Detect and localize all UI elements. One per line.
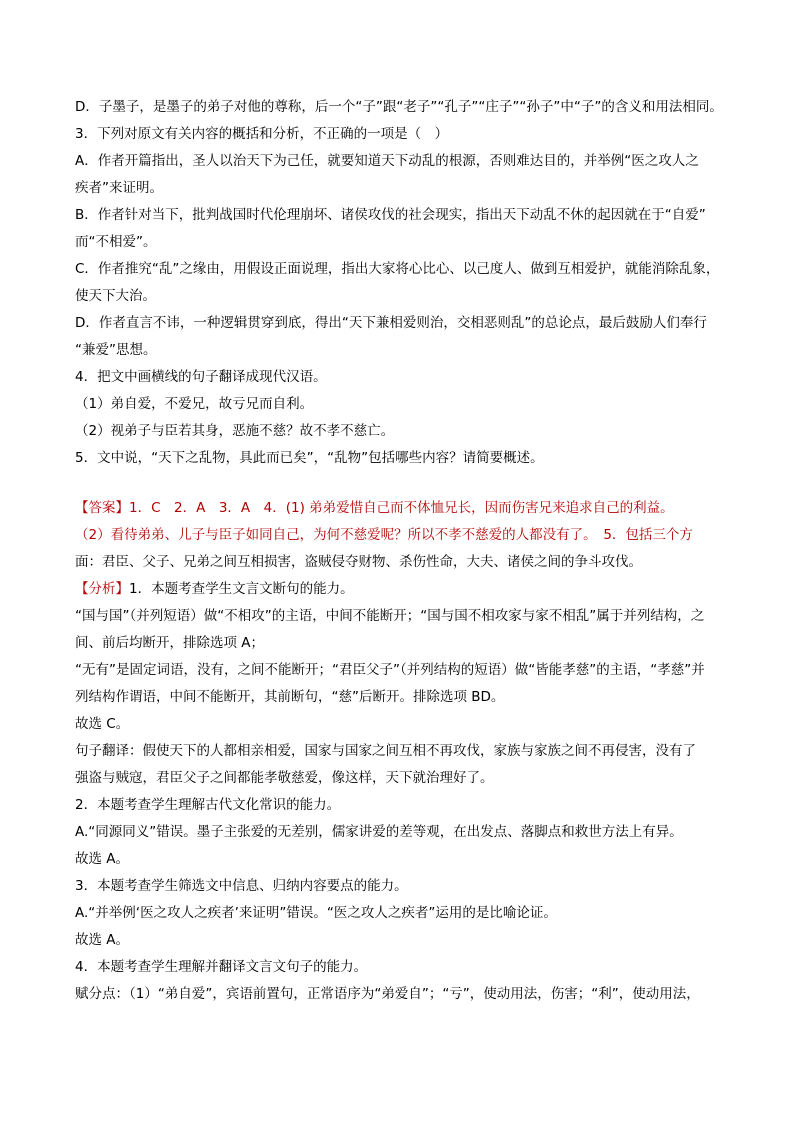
answer-line [75,495,725,522]
option-line: D．作者直言不讳，一种逻辑贯穿到底，得出“天下兼相爱则治，交相恶则乱”的总论点，最后鼓励人们奉行 [75,315,707,331]
document-content [75,94,725,1008]
option-line: A．作者开篇指出，圣人以治天下为己任，就要知道天下动乱的根源，否则难达目的，并举例“医之攻人之 [75,153,699,169]
analysis-line: 间、前后均断开，排除选项 A； [75,635,265,651]
analysis-line: “无有”是固定词语，没有，之间不能断开；“君臣父子”（并列结构的短语）做“皆能孝慈”的主语，“孝慈”并 [75,662,705,678]
answer-line: 面：君臣、父子、兄弟之间互相损害，盗贼侵夺财物、杀伤性命，大夫、诸侯之间的争斗攻伐。 [75,554,642,570]
analysis-line: 强盗与贼寇，君臣父子之间都能孝敬慈爱，像这样，天下就治理好了。 [75,770,494,786]
answer-text: 1．C 2．A 3．A 4．(1) 弟弟爱惜自己而不体恤兄长，因而伤害兄来追求自己的利益。 [129,500,674,516]
option-line: 疾者”来证明。 [75,180,163,196]
option-line: 而“不相爱”。 [75,234,157,250]
analysis-line [75,576,725,603]
question-line: 5．文中说，“天下之乱物，具此而已矣”，“乱物”包括哪些内容？请简要概述。 [75,450,544,466]
analysis-line: 故选 A。 [75,851,130,867]
option-line: “兼爱”思想。 [75,342,157,358]
analysis-line: 赋分点：（1）“弟自爱”，宾语前置句，正常语序为“弟爱自”；“亏”，使动用法，伤害；“利”，使动用法， [75,986,700,1002]
analysis-line: A.“同源同义”错误。墨子主张爱的无差别，儒家讲爱的差等观，在出发点、落脚点和救世方法上有异。 [75,824,683,840]
analysis-text: 1．本题考查学生文言文断句的能力。 [129,581,354,597]
analysis-line: 列结构作谓语，中间不能断开，其前断句，“慈”后断开。排除选项 BD。 [75,689,505,705]
option-line: C．作者推究“乱”之缘由，用假设正面说理，指出大家将心比心、以己度人、做到互相爱护，就能消除乱象， [75,261,720,277]
question-line: 3．下列对原文有关内容的概括和分析，不正确的一项是（ ） [75,126,449,142]
option-line: 使天下大治。 [75,288,156,304]
option-line: D．子墨子，是墨子的弟子对他的尊称，后一个“子”跟“老子”“孔子”“庄子”“孙子”中“子”的含义和用法相同。 [75,99,723,115]
analysis-line: 4．本题考查学生理解并翻译文言文句子的能力。 [75,959,368,975]
question-line: （2）视弟子与臣若其身，恶施不慈？故不孝不慈亡。 [75,423,395,439]
spacer [75,472,725,495]
analysis-line: 句子翻译：假使天下的人都相亲相爱，国家与国家之间互相不再攻伐，家族与家族之间不再侵害，没有了 [75,743,696,759]
analysis-line: 3．本题考查学生筛选文中信息、归纳内容要点的能力。 [75,878,408,894]
answer-line: （2）看待弟弟、儿子与臣子如同自己，为何不慈爱呢？所以不孝不慈爱的人都没有了。 5．包括三个方 [75,527,693,543]
analysis-line: 故选 C。 [75,716,130,732]
analysis-line: “国与国”（并列短语）做“不相攻”的主语，中间不能断开；“国与国不相攻家与家不相乱”属于并列结构，之 [75,608,705,624]
answer-tag: 【答案】 [75,500,129,516]
analysis-line: 2．本题考查学生理解古代文化常识的能力。 [75,797,341,813]
analysis-tag: 【分析】 [75,581,129,597]
analysis-line: A.“并举例‘医之攻人之疾者’来证明”错误。“医之攻人之疾者”运用的是比喻论证。 [75,905,557,921]
analysis-line: 故选 A。 [75,932,130,948]
question-line: 4．把文中画横线的句子翻译成现代汉语。 [75,369,327,385]
question-line: （1）弟自爱，不爱兄，故亏兄而自利。 [75,396,314,412]
option-line: B．作者针对当下，批判战国时代伦理崩坏、诸侯攻伐的社会现实，指出天下动乱不休的起因就在于“自爱” [75,207,706,223]
